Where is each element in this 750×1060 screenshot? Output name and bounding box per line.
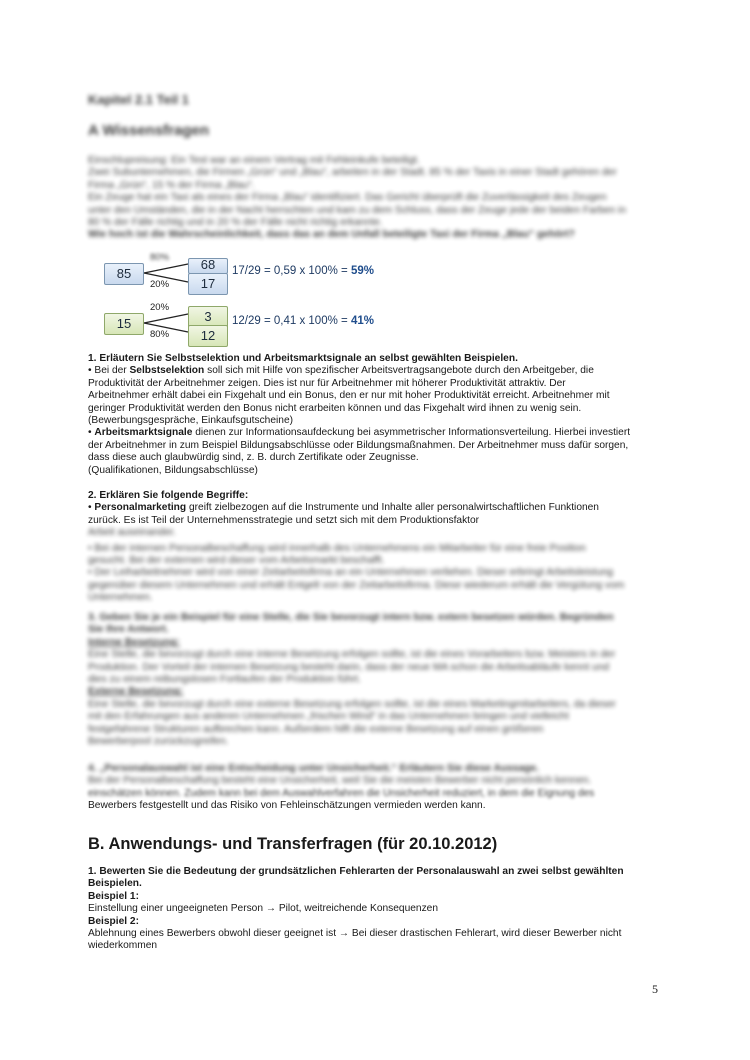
text-line: Eine Stelle, die bevorzugt durch eine externe Besetzung erfolgen sollte, ist die eines Marketingmitarbeiters, da dieser [88,698,616,710]
equation-green [232,315,374,327]
question-title: 4. „Personalauswahl ist eine Entscheidung unter Unsicherheit.“ Erläutern Sie diese Aussage. [88,763,539,774]
section-b-title: B. Anwendungs- und Transferfragen (für 20.10.2012) [88,835,498,853]
bullet-personalmarketing [88,502,658,514]
page-number: 5 [652,982,658,996]
text-line: Arbeitnehmer erhält dabei ein Fixgehalt und ein Bonus, den er nur mit hoher Produktivität erreicht. Arbeitnehmer mit [88,390,610,402]
blurred-line: gesucht. Bei der externen wird dieser vom Arbeitsmarkt beschafft. [88,555,385,567]
question-1 [88,353,658,477]
question-title: 1. Bewerten Sie die Bedeutung der grundsätzlichen Fehlerarten der Personalauswahl an zwei selbst gewählten [88,866,624,877]
blurred-line: • Der Leiharbeitnehmer wird von einer Zeitarbeitsfirma an ein Unternehmen verliehen. Dieser erbringt Arbeitsleistung [88,567,614,579]
external-label: Externe Besetzung: [88,686,184,698]
probability-tree [0,0,750,350]
example-1-text: Einstellung einer ungeeigneten Person → Pilot, weitreichende Konsequenzen [88,903,439,915]
question-3 [88,612,658,748]
text-line: (Bewerbungsgespräche, Einkaufsgutscheine) [88,415,294,427]
percent-label: 20% [150,302,170,313]
text-line: Produktivität der Arbeitnehmer zeigen. Dies ist nur für Arbeitnehmer mit höherer Produktivität attraktiv. Der [88,377,566,389]
blurred-line: • Bei der internen Personalbeschaffung wird innerhalb des Unternehmens ein Mitarbeiter für eine freie Position [88,542,586,554]
bullet-arbeitsmarktsignale [88,427,658,439]
text-line: einschätzen können. Zudem kann bei dem Auswahlverfahren die Unsicherheit reduziert, in dem die Eignung des [88,787,595,799]
text-line: zurück. Es ist Teil der Unternehmensstrategie und setzt sich mit dem Produktionsfaktor [88,514,480,526]
percent-label: 20% [150,279,170,290]
question-4 [88,763,658,813]
intro-question: Wie hoch ist die Wahrscheinlichkeit, dass das an dem Unfall beteiligte Taxi der Firma „Blau“ gehört? [88,229,575,241]
section-b-question-1 [88,866,658,953]
term: Selbstselektion [129,365,205,377]
question-2 [88,490,658,605]
question-title: 1. Erläutern Sie Selbstselektion und Arbeitsmarktsignale an selbst gewählten Beispielen. [88,353,518,364]
intro-line: Ein Zeuge hat ein Taxi als eines der Firma „Blau“ identifiziert. Das Gericht überprüft die Zuverlässigkeit des Zeugen [88,192,607,204]
value-box-68: 68 [188,258,228,274]
term: Arbeitsmarktsignale [94,427,193,439]
bullet-mark: • Bei der [88,365,130,377]
branch-line [144,264,188,273]
blurred-line: gegenüber diesem Unternehmen und erhält Entgelt von der Zeitarbeitsfirma. Diese wiederum erhält die Vergütung vom [88,579,625,591]
question-title: 2. Erklären Sie folgende Begriffe: [88,490,249,501]
text-line: dass diese auch glaubwürdig sind, z. B. durch Zertifikate oder Zeugnisse. [88,452,419,464]
text-line: Bei der Personalbeschaffung besteht eine Unsicherheit, weil Sie die meisten Bewerber nicht persönlich kennen. [88,775,592,787]
bullet-mark: • [88,502,95,514]
intro-line: 80 % der Fälle richtig und in 20 % der Fälle nicht richtig erkannte. [88,217,383,229]
text-line: (Qualifikationen, Bildungsabschlüsse) [88,464,258,476]
example-2-text: wiederkommen [88,940,158,952]
equation-blue [232,265,374,277]
intro-line: Einschlupreisung: Ein Test war an einem Vertrag mit Fehleinkufe beteiligt. [88,155,420,166]
intro-line: unter den Umständen, die in der Nacht herrschten und kam zu dem Schluss, dass der Zeuge jede der beiden Farben in [88,204,626,216]
text-line: festgefahrene Strukturen aufbrechen kann. Außerdem hilft die externe Besetzung auf einen größeren [88,723,544,735]
text: soll sich mit Hilfe von spezifischer Arbeitsvertragsangebote durch den Arbeitgeber, die [204,365,594,377]
text-line: geringer Produktivität werden den Bonus nicht erarbeiten können und das Fixgehalt wird ihnen zu wenig sein. [88,402,582,414]
value-box-85: 85 [104,263,144,285]
question-title: 3. Geben Sie je ein Beispiel für eine Stelle, die Sie bevorzugt intern bzw. extern besetzen würden. Begründen [88,612,614,623]
example-2-text: Ablehnung eines Bewerbers obwohl dieser geeignet ist → Bei dieser drastischen Fehlerart, wird dieser Bewerber nicht [88,928,622,940]
question-title: Sie Ihre Antwort. [88,624,169,636]
text: dienen zur Informationsaufdeckung bei asymmetrischer Informationsverteilung. Hierbei investiert [192,427,631,439]
value-box-3: 3 [188,306,228,328]
blurred-line: Unternehmen. [88,592,153,604]
branch-line [144,314,188,323]
text: greift zielbezogen auf die Instrumente und Inhalte aller personalwirtschaftlichen Funktionen [186,502,599,514]
text-line: Bewerbers festgestellt und das Risiko von Fehleinschätzungen vermieden werden kann. [88,800,486,812]
internal-label: Interne Besetzung: [88,636,180,648]
percent-label: 80% [150,329,170,340]
value-box-15: 15 [104,313,144,335]
equation-text: 12/29 = 0,41 x 100% = [232,315,351,327]
value-box-17: 17 [188,273,228,295]
chapter-title: Kapitel 2.1 Teil 1 [88,92,189,107]
text-line: dies zu einem reibungslosen Fortlaufen der Produktion führt. [88,674,361,686]
blurred-line: Arbeit auseinander. [88,527,176,539]
equation-result: 41% [350,315,374,327]
text-line: mit den Erfahrungen aus anderen Unternehmen „frischen Wind“ in das Unternehmen bringen und vielleicht [88,711,569,723]
intro-line: Firma „Grün“, 15 % der Firma „Blau“. [88,179,255,191]
text-line: der Arbeitnehmer in zum Beispiel Bildungsabschlüsse oder Bildungsmaßnahmen. Der Arbeitnehmer muss dafür sorgen, [88,439,629,451]
text-line: Produktion. Der Vorteil der internen Besetzung besteht darin, dass der neue MA schon die Arbeitsabläufe kennt und [88,661,610,673]
equation-result: 59% [350,265,374,277]
example-2-label: Beispiel 2: [88,915,139,927]
tree-branches [0,0,750,350]
text-line: Bewerberpool zurückzugreifen. [88,736,229,748]
question-title: Beispielen. [88,878,142,890]
text-line: Eine Stelle, die bevorzugt durch eine interne Besetzung erfolgen sollte, ist die eines Vorarbeiters bzw. Meisters in der [88,649,616,661]
bullet-mark: • [88,427,95,439]
equation-text: 17/29 = 0,59 x 100% = [232,265,351,277]
bullet-selbstselektion [88,365,658,377]
value-box-12: 12 [188,325,228,347]
percent-label: 80% [150,252,170,263]
term: Personalmarketing [94,502,187,514]
example-1-label: Beispiel 1: [88,890,139,902]
intro-line: Zwei Subunternehmen, die Firmen „Grün“ und „Blau“, arbeiten in der Stadt. 85 % der Taxis in einer Stadt gehören der [88,167,617,179]
section-a-title: A Wissensfragen [88,122,210,139]
